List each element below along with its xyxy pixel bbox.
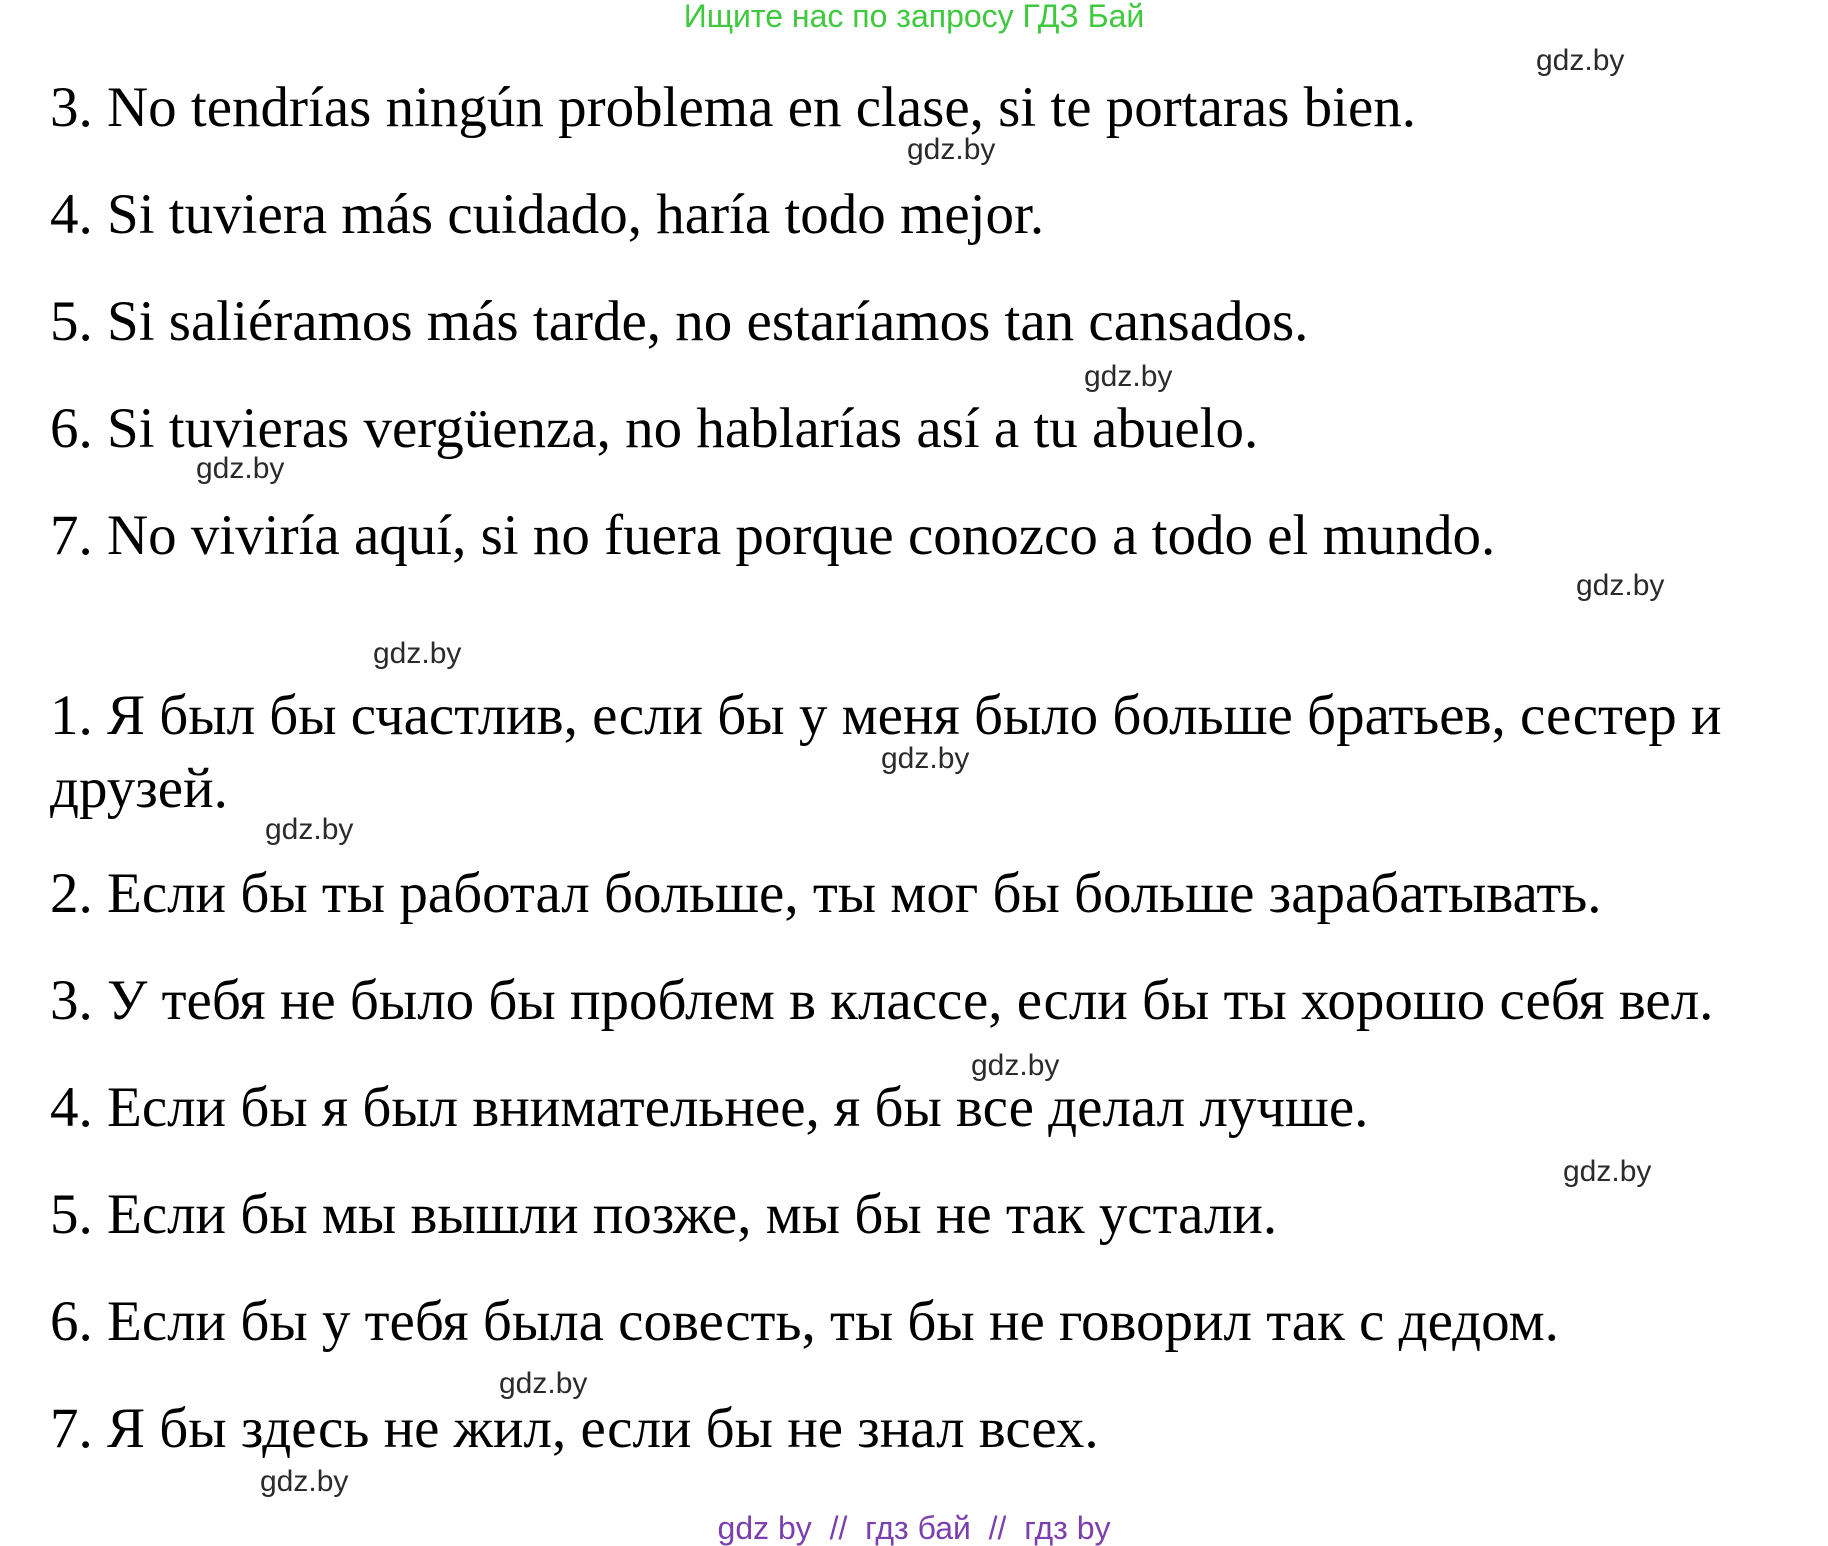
watermark: gdz.by [1576,569,1665,602]
watermark: gdz.by [1536,44,1625,77]
russian-sentence-4: 4. Если бы я был внимательнее, я бы все делал лучше. [50,1076,1369,1139]
russian-sentence-1: 1. Я был бы счастлив, если бы у меня было больше братьев, сестер и [50,684,1722,747]
watermark: gdz.by [1563,1155,1652,1188]
watermark: gdz.by [907,133,996,166]
watermark: gdz.by [499,1367,588,1400]
watermark: gdz.by [971,1049,1060,1082]
russian-sentence-3: 3. У тебя не было бы проблем в классе, если бы ты хорошо себя вел. [50,969,1714,1032]
spanish-sentence-5: 5. Si saliéramos más tarde, no estaríamos tan cansados. [50,290,1309,353]
russian-sentence-2: 2. Если бы ты работал больше, ты мог бы больше зарабатывать. [50,862,1602,925]
russian-sentence-1-continuation: друзей. [50,757,228,820]
watermark: gdz.by [196,452,285,485]
watermark: gdz.by [373,637,462,670]
watermark: gdz.by [265,813,354,846]
russian-sentence-6: 6. Если бы у тебя была совесть, ты бы не говорил так с дедом. [50,1290,1559,1353]
spanish-sentence-6: 6. Si tuvieras vergüenza, no hablarías así a tu abuelo. [50,397,1259,460]
watermark: gdz.by [881,742,970,775]
spanish-sentence-3: 3. No tendrías ningún problema en clase, si te portaras bien. [50,76,1417,139]
spanish-sentence-7: 7. No viviría aquí, si no fuera porque conozco a todo el mundo. [50,504,1496,567]
top-banner: Ищите нас по запросу ГДЗ Бай [683,0,1145,34]
russian-sentence-7: 7. Я бы здесь не жил, если бы не знал всех. [50,1397,1099,1460]
footer-links: gdz by // гдз бай // гдз by [717,1510,1111,1546]
spanish-sentence-4: 4. Si tuviera más cuidado, haría todo mejor. [50,183,1045,246]
russian-sentence-5: 5. Если бы мы вышли позже, мы бы не так устали. [50,1183,1278,1246]
watermark: gdz.by [1084,360,1173,393]
watermark: gdz.by [260,1465,349,1498]
